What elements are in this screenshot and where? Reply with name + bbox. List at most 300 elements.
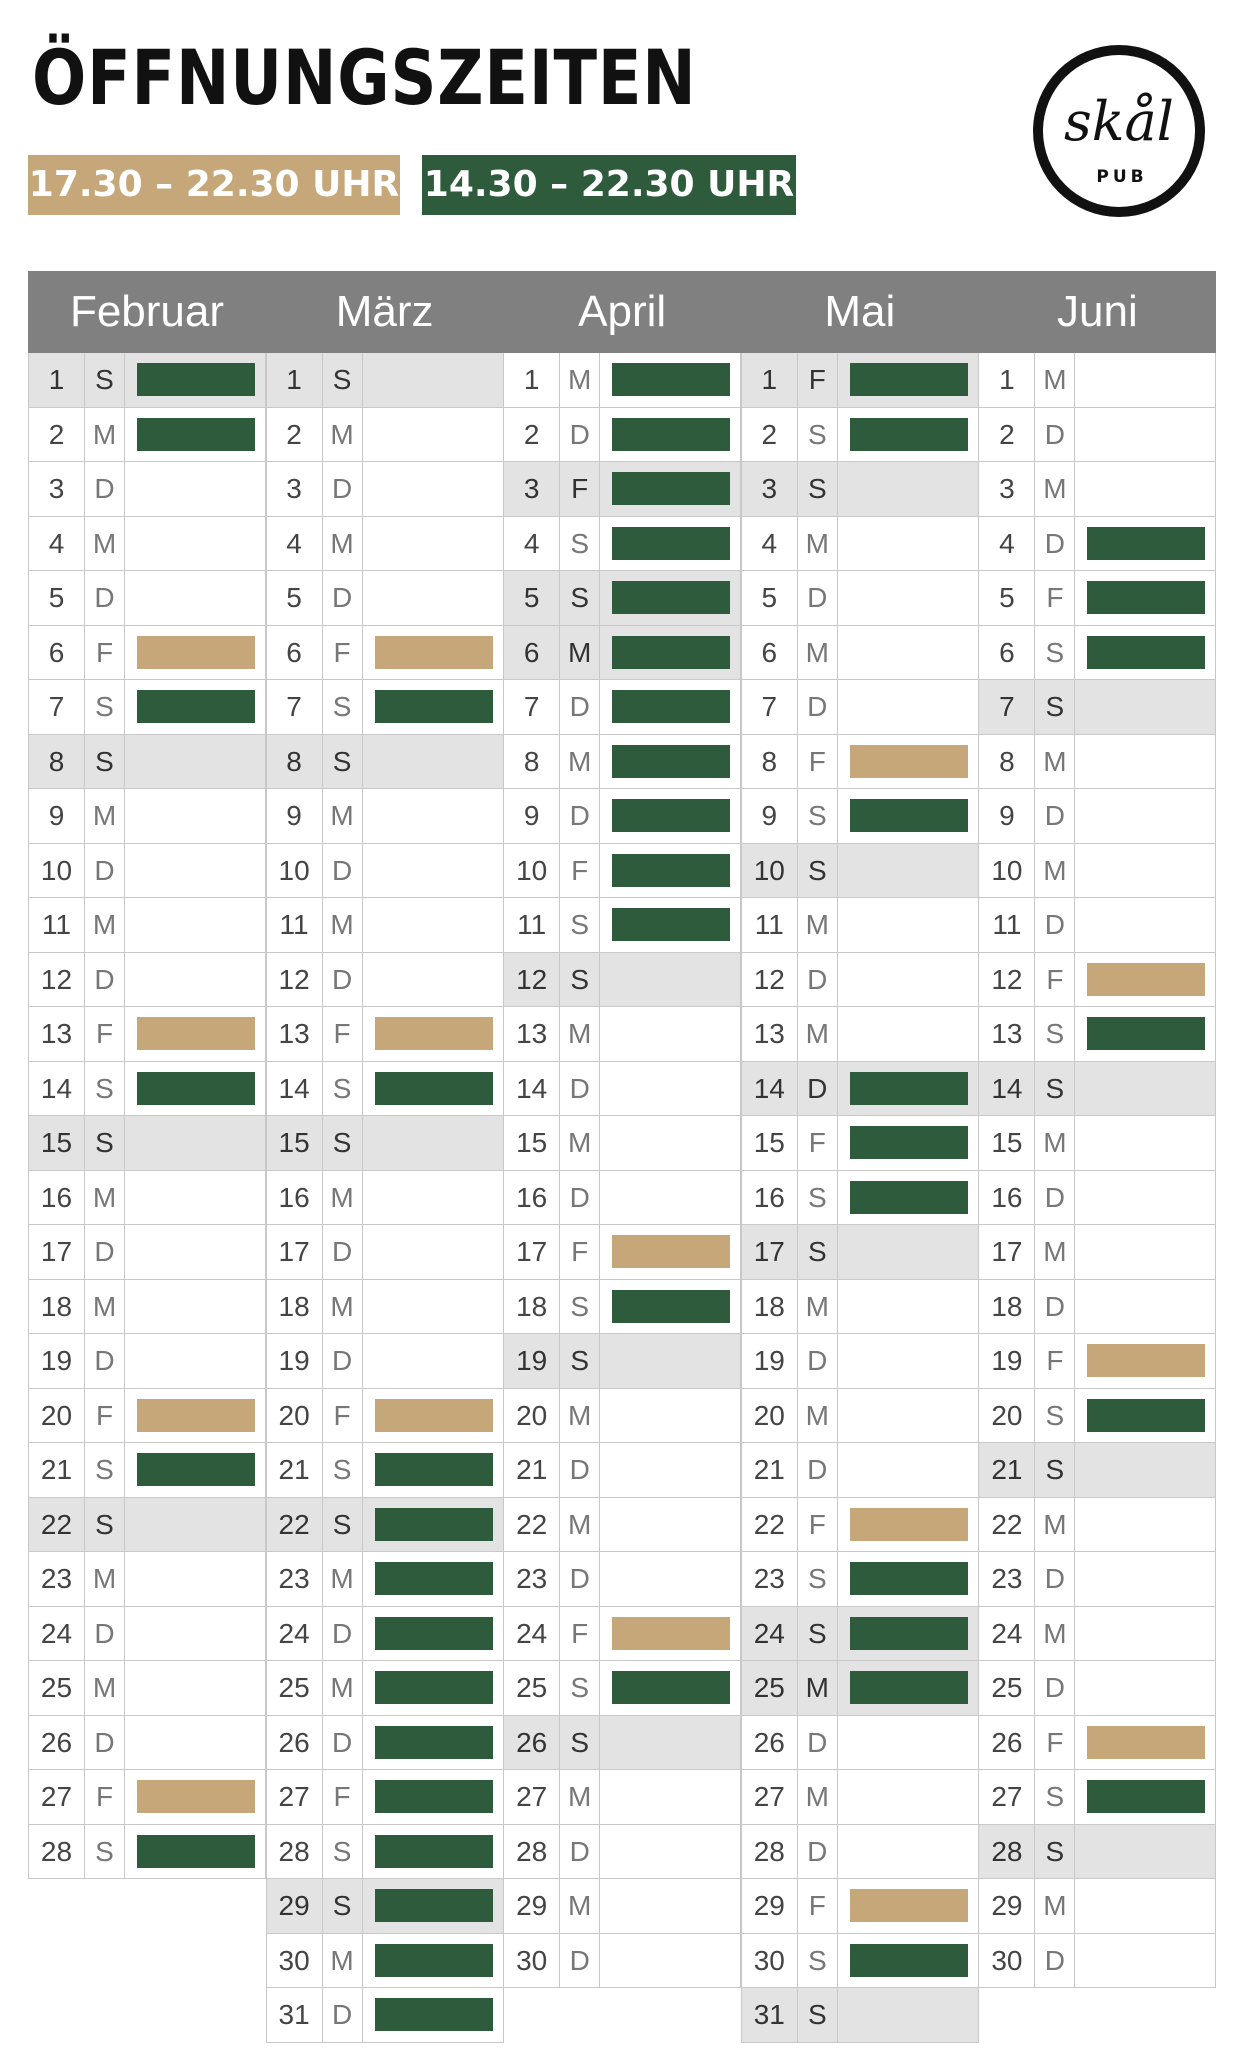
- day-row: [978, 1280, 1216, 1335]
- weekday-letter: S: [85, 1825, 125, 1879]
- day-number: 2: [29, 408, 85, 462]
- day-row: [503, 462, 741, 517]
- day-number: 5: [504, 571, 560, 625]
- day-row: [28, 953, 266, 1008]
- day-number: 4: [979, 517, 1035, 571]
- weekday-letter: S: [323, 735, 363, 789]
- weekday-letter: F: [798, 1116, 838, 1170]
- day-row: [978, 1661, 1216, 1716]
- day-row: [266, 953, 504, 1008]
- day-number: 10: [504, 844, 560, 898]
- opening-bar-afternoon: [375, 1562, 493, 1595]
- weekday-letter: F: [798, 735, 838, 789]
- day-number: 8: [267, 735, 323, 789]
- day-row: [28, 1825, 266, 1880]
- day-number: 16: [504, 1171, 560, 1225]
- day-number: 26: [267, 1716, 323, 1770]
- opening-bar-afternoon: [375, 1072, 493, 1105]
- opening-bar-afternoon: [1087, 636, 1205, 669]
- day-row: [741, 1934, 979, 1989]
- opening-bar-afternoon: [612, 745, 730, 778]
- day-number: 23: [504, 1552, 560, 1606]
- day-number: 7: [979, 680, 1035, 734]
- day-row: [503, 1879, 741, 1934]
- opening-bar-afternoon: [612, 1290, 730, 1323]
- day-row: [28, 680, 266, 735]
- weekday-letter: M: [1035, 735, 1075, 789]
- day-number: 15: [29, 1116, 85, 1170]
- day-number: 11: [29, 898, 85, 952]
- opening-bar-afternoon: [850, 363, 968, 396]
- day-row: [978, 1770, 1216, 1825]
- day-row: [28, 1062, 266, 1117]
- day-row: [28, 1007, 266, 1062]
- day-row: [741, 735, 979, 790]
- opening-bar-afternoon: [612, 581, 730, 614]
- day-row: [28, 353, 266, 408]
- day-row: [741, 517, 979, 572]
- opening-bar-afternoon: [612, 363, 730, 396]
- day-number: 16: [979, 1171, 1035, 1225]
- day-row: [741, 1825, 979, 1880]
- day-number: 29: [267, 1879, 323, 1933]
- weekday-letter: D: [1035, 1661, 1075, 1715]
- day-row: [978, 353, 1216, 408]
- weekday-letter: M: [560, 1879, 600, 1933]
- weekday-letter: S: [560, 898, 600, 952]
- day-row: [741, 1498, 979, 1553]
- day-row: [741, 1280, 979, 1335]
- day-list: [266, 353, 504, 2043]
- day-number: 15: [267, 1116, 323, 1170]
- day-number: 1: [979, 353, 1035, 407]
- weekday-letter: S: [798, 1607, 838, 1661]
- opening-bar-afternoon: [850, 1617, 968, 1650]
- day-row: [741, 1389, 979, 1444]
- weekday-letter: S: [1035, 1443, 1075, 1497]
- day-number: 23: [29, 1552, 85, 1606]
- opening-bar-afternoon: [850, 1944, 968, 1977]
- day-number: 18: [29, 1280, 85, 1334]
- day-row: [741, 789, 979, 844]
- weekday-letter: S: [798, 844, 838, 898]
- opening-bar-evening: [850, 1508, 968, 1541]
- day-row: [28, 1116, 266, 1171]
- weekday-letter: M: [560, 1389, 600, 1443]
- day-row: [266, 1334, 504, 1389]
- weekday-letter: F: [1035, 953, 1075, 1007]
- day-row: [978, 408, 1216, 463]
- weekday-letter: M: [85, 1171, 125, 1225]
- day-row: [266, 1062, 504, 1117]
- day-row: [741, 680, 979, 735]
- day-row: [266, 1007, 504, 1062]
- weekday-letter: S: [560, 1661, 600, 1715]
- day-number: 31: [267, 1988, 323, 2042]
- weekday-letter: M: [1035, 1225, 1075, 1279]
- day-row: [28, 1334, 266, 1389]
- day-number: 23: [742, 1552, 798, 1606]
- day-number: 1: [29, 353, 85, 407]
- day-number: 11: [504, 898, 560, 952]
- page-title: ÖFFNUNGSZEITEN: [32, 33, 697, 122]
- weekday-letter: D: [798, 1062, 838, 1116]
- day-number: 28: [29, 1825, 85, 1879]
- day-row: [978, 1607, 1216, 1662]
- day-row: [266, 1116, 504, 1171]
- weekday-letter: D: [323, 1225, 363, 1279]
- day-number: 12: [979, 953, 1035, 1007]
- day-row: [978, 626, 1216, 681]
- weekday-letter: M: [323, 789, 363, 843]
- day-number: 1: [742, 353, 798, 407]
- opening-bar-afternoon: [1087, 527, 1205, 560]
- weekday-letter: F: [560, 1225, 600, 1279]
- weekday-letter: D: [1035, 789, 1075, 843]
- day-number: 22: [504, 1498, 560, 1552]
- day-row: [741, 1007, 979, 1062]
- day-number: 2: [267, 408, 323, 462]
- weekday-letter: S: [1035, 1007, 1075, 1061]
- weekday-letter: D: [85, 1716, 125, 1770]
- day-number: 16: [29, 1171, 85, 1225]
- day-row: [28, 626, 266, 681]
- weekday-letter: M: [1035, 462, 1075, 516]
- weekday-letter: S: [85, 680, 125, 734]
- weekday-letter: F: [85, 1770, 125, 1824]
- day-row: [266, 1988, 504, 2043]
- day-number: 3: [979, 462, 1035, 516]
- opening-bar-afternoon: [850, 1126, 968, 1159]
- opening-bar-evening: [375, 636, 493, 669]
- day-number: 26: [504, 1716, 560, 1770]
- day-number: 27: [979, 1770, 1035, 1824]
- day-row: [741, 844, 979, 899]
- day-row: [978, 844, 1216, 899]
- day-number: 17: [979, 1225, 1035, 1279]
- weekday-letter: M: [798, 1770, 838, 1824]
- opening-bar-evening: [1087, 1726, 1205, 1759]
- opening-bar-afternoon: [375, 1780, 493, 1813]
- day-number: 25: [267, 1661, 323, 1715]
- logo-script: skål: [1064, 90, 1174, 153]
- day-number: 22: [29, 1498, 85, 1552]
- day-row: [741, 1552, 979, 1607]
- opening-bar-afternoon: [375, 1671, 493, 1704]
- weekday-letter: F: [1035, 571, 1075, 625]
- opening-bar-afternoon: [612, 636, 730, 669]
- day-row: [266, 353, 504, 408]
- weekday-letter: M: [560, 735, 600, 789]
- weekday-letter: M: [85, 1661, 125, 1715]
- day-number: 4: [742, 517, 798, 571]
- day-number: 15: [979, 1116, 1035, 1170]
- weekday-letter: D: [798, 1716, 838, 1770]
- day-number: 29: [979, 1879, 1035, 1933]
- day-number: 15: [742, 1116, 798, 1170]
- weekday-letter: M: [798, 1007, 838, 1061]
- day-row: [503, 353, 741, 408]
- weekday-letter: S: [1035, 626, 1075, 680]
- day-row: [741, 1225, 979, 1280]
- opening-bar-afternoon: [137, 1835, 255, 1868]
- opening-bar-afternoon: [375, 1453, 493, 1486]
- opening-bar-afternoon: [1087, 1780, 1205, 1813]
- day-number: 5: [267, 571, 323, 625]
- weekday-letter: M: [1035, 1607, 1075, 1661]
- day-number: 21: [742, 1443, 798, 1497]
- day-row: [741, 1062, 979, 1117]
- day-row: [266, 1280, 504, 1335]
- weekday-letter: M: [798, 898, 838, 952]
- weekday-letter: S: [323, 1116, 363, 1170]
- day-list: [503, 353, 741, 1988]
- day-row: [28, 844, 266, 899]
- day-row: [28, 1770, 266, 1825]
- weekday-letter: F: [323, 1389, 363, 1443]
- opening-bar-afternoon: [612, 527, 730, 560]
- day-number: 26: [979, 1716, 1035, 1770]
- day-row: [266, 1879, 504, 1934]
- weekday-letter: M: [85, 1552, 125, 1606]
- day-row: [741, 1716, 979, 1771]
- day-number: 14: [742, 1062, 798, 1116]
- day-number: 17: [742, 1225, 798, 1279]
- day-row: [741, 1661, 979, 1716]
- weekday-letter: D: [1035, 408, 1075, 462]
- opening-bar-evening: [137, 1780, 255, 1813]
- weekday-letter: D: [560, 1934, 600, 1988]
- day-number: 26: [29, 1716, 85, 1770]
- day-row: [741, 1171, 979, 1226]
- day-number: 20: [29, 1389, 85, 1443]
- day-row: [978, 1552, 1216, 1607]
- day-row: [978, 1334, 1216, 1389]
- weekday-letter: M: [1035, 1879, 1075, 1933]
- weekday-letter: S: [560, 1280, 600, 1334]
- weekday-letter: M: [85, 408, 125, 462]
- weekday-letter: M: [798, 1389, 838, 1443]
- day-row: [978, 789, 1216, 844]
- day-row: [503, 571, 741, 626]
- weekday-letter: S: [323, 353, 363, 407]
- weekday-letter: F: [323, 1007, 363, 1061]
- day-row: [28, 571, 266, 626]
- day-number: 27: [504, 1770, 560, 1824]
- day-row: [741, 953, 979, 1008]
- day-number: 24: [29, 1607, 85, 1661]
- weekday-letter: M: [1035, 1116, 1075, 1170]
- day-number: 17: [29, 1225, 85, 1279]
- weekday-letter: D: [560, 1443, 600, 1497]
- day-number: 6: [742, 626, 798, 680]
- weekday-letter: D: [85, 1225, 125, 1279]
- opening-bar-evening: [375, 1017, 493, 1050]
- day-number: 7: [742, 680, 798, 734]
- opening-bar-afternoon: [850, 1181, 968, 1214]
- day-row: [978, 735, 1216, 790]
- day-number: 25: [29, 1661, 85, 1715]
- day-number: 11: [979, 898, 1035, 952]
- day-row: [28, 1443, 266, 1498]
- weekday-letter: M: [323, 1280, 363, 1334]
- day-number: 5: [742, 571, 798, 625]
- day-row: [266, 1443, 504, 1498]
- weekday-letter: M: [560, 626, 600, 680]
- opening-bar-afternoon: [1087, 581, 1205, 614]
- day-number: 20: [742, 1389, 798, 1443]
- day-row: [741, 1116, 979, 1171]
- weekday-letter: M: [1035, 1498, 1075, 1552]
- opening-bar-afternoon: [850, 418, 968, 451]
- day-row: [503, 898, 741, 953]
- weekday-letter: M: [798, 626, 838, 680]
- weekday-letter: D: [323, 1334, 363, 1388]
- opening-bar-afternoon: [375, 1998, 493, 2031]
- opening-bar-afternoon: [612, 908, 730, 941]
- opening-bar-afternoon: [612, 854, 730, 887]
- day-row: [978, 571, 1216, 626]
- day-number: 31: [742, 1988, 798, 2042]
- weekday-letter: D: [560, 1825, 600, 1879]
- opening-bar-afternoon: [612, 472, 730, 505]
- day-number: 15: [504, 1116, 560, 1170]
- weekday-letter: M: [323, 408, 363, 462]
- weekday-letter: S: [560, 953, 600, 1007]
- day-row: [28, 1552, 266, 1607]
- weekday-letter: M: [1035, 353, 1075, 407]
- day-number: 8: [979, 735, 1035, 789]
- day-row: [28, 1716, 266, 1771]
- day-row: [978, 1389, 1216, 1444]
- day-list: [978, 353, 1216, 1988]
- weekday-letter: M: [1035, 844, 1075, 898]
- weekday-letter: M: [323, 1934, 363, 1988]
- day-row: [503, 1825, 741, 1880]
- day-row: [28, 408, 266, 463]
- weekday-letter: S: [560, 1716, 600, 1770]
- day-number: 26: [742, 1716, 798, 1770]
- day-number: 10: [979, 844, 1035, 898]
- weekday-letter: D: [1035, 1280, 1075, 1334]
- opening-bar-evening: [1087, 963, 1205, 996]
- weekday-letter: D: [323, 1988, 363, 2042]
- weekday-letter: S: [323, 1498, 363, 1552]
- weekday-letter: S: [1035, 1389, 1075, 1443]
- day-row: [503, 1716, 741, 1771]
- day-number: 12: [742, 953, 798, 1007]
- opening-bar-afternoon: [375, 1508, 493, 1541]
- day-row: [266, 680, 504, 735]
- day-row: [978, 1062, 1216, 1117]
- day-number: 14: [504, 1062, 560, 1116]
- day-number: 22: [267, 1498, 323, 1552]
- opening-bar-evening: [137, 636, 255, 669]
- weekday-letter: D: [85, 462, 125, 516]
- day-number: 28: [979, 1825, 1035, 1879]
- opening-bar-evening: [850, 1889, 968, 1922]
- day-number: 14: [29, 1062, 85, 1116]
- weekday-letter: S: [323, 1443, 363, 1497]
- weekday-letter: D: [1035, 1934, 1075, 1988]
- weekday-letter: M: [323, 517, 363, 571]
- opening-bar-afternoon: [375, 1617, 493, 1650]
- weekday-letter: S: [85, 735, 125, 789]
- day-row: [503, 408, 741, 463]
- day-number: 30: [742, 1934, 798, 1988]
- day-number: 13: [979, 1007, 1035, 1061]
- day-number: 20: [504, 1389, 560, 1443]
- weekday-letter: S: [560, 517, 600, 571]
- weekday-letter: D: [798, 571, 838, 625]
- day-number: 18: [267, 1280, 323, 1334]
- legend-afternoon-hours: 14.30 – 22.30 UHR: [422, 155, 796, 215]
- weekday-letter: S: [798, 462, 838, 516]
- day-number: 13: [504, 1007, 560, 1061]
- day-number: 19: [267, 1334, 323, 1388]
- day-number: 24: [979, 1607, 1035, 1661]
- weekday-letter: S: [798, 1988, 838, 2042]
- day-number: 19: [504, 1334, 560, 1388]
- opening-bar-afternoon: [850, 1671, 968, 1704]
- day-row: [503, 1225, 741, 1280]
- day-row: [978, 1498, 1216, 1553]
- day-number: 24: [504, 1607, 560, 1661]
- day-list: [28, 353, 266, 1879]
- opening-bar-afternoon: [375, 1835, 493, 1868]
- weekday-letter: F: [323, 626, 363, 680]
- day-number: 2: [742, 408, 798, 462]
- day-number: 18: [979, 1280, 1035, 1334]
- day-number: 29: [742, 1879, 798, 1933]
- day-number: 4: [504, 517, 560, 571]
- day-row: [503, 626, 741, 681]
- day-number: 6: [979, 626, 1035, 680]
- day-row: [28, 1280, 266, 1335]
- day-number: 24: [742, 1607, 798, 1661]
- day-row: [741, 1443, 979, 1498]
- day-number: 30: [979, 1934, 1035, 1988]
- day-number: 10: [742, 844, 798, 898]
- day-row: [978, 462, 1216, 517]
- opening-bar-afternoon: [612, 799, 730, 832]
- day-row: [28, 1389, 266, 1444]
- weekday-letter: F: [85, 626, 125, 680]
- weekday-letter: F: [798, 1879, 838, 1933]
- day-row: [28, 462, 266, 517]
- weekday-letter: M: [798, 1661, 838, 1715]
- day-number: 7: [504, 680, 560, 734]
- day-number: 1: [267, 353, 323, 407]
- opening-bar-evening: [612, 1235, 730, 1268]
- day-number: 27: [267, 1770, 323, 1824]
- weekday-letter: D: [85, 1334, 125, 1388]
- day-number: 18: [742, 1280, 798, 1334]
- day-row: [503, 953, 741, 1008]
- weekday-letter: S: [1035, 1825, 1075, 1879]
- day-row: [978, 1116, 1216, 1171]
- weekday-letter: M: [798, 517, 838, 571]
- day-row: [266, 1661, 504, 1716]
- opening-bar-evening: [137, 1399, 255, 1432]
- day-number: 28: [742, 1825, 798, 1879]
- day-number: 8: [504, 735, 560, 789]
- day-row: [741, 626, 979, 681]
- day-row: [28, 1607, 266, 1662]
- day-number: 9: [742, 789, 798, 843]
- weekday-letter: M: [85, 1280, 125, 1334]
- weekday-letter: D: [560, 408, 600, 462]
